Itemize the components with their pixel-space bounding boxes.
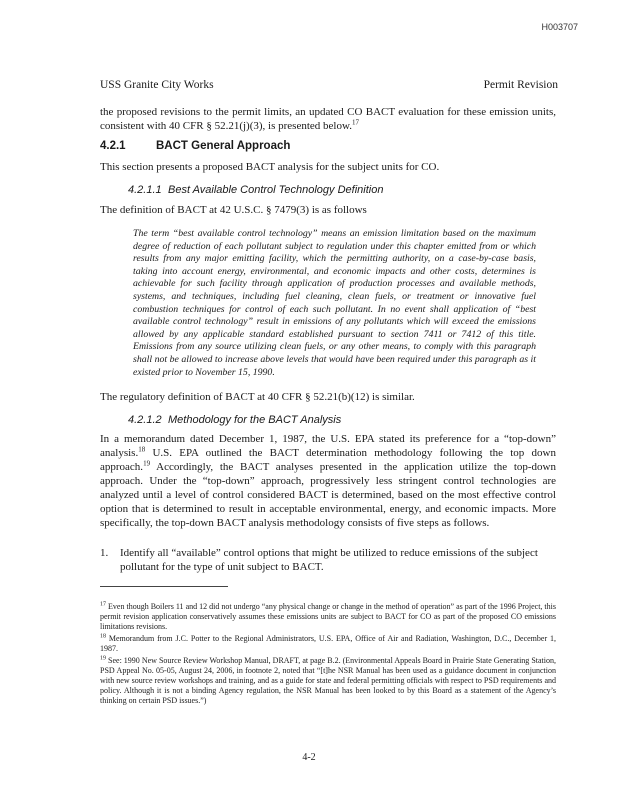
document-id: H003707 [541,22,578,32]
regulatory-definition: The regulatory definition of BACT at 40 CFR § 52.21(b)(12) is similar. [100,391,415,403]
methodology-text-1: In a memorandum dated December 1, 1987, the U.S. EPA stated its preference for a “top-down” analysis. [100,433,556,459]
footnote-number: 18 [100,633,106,640]
list-item-number: 1. [100,547,109,559]
footnote-divider [100,586,228,587]
section-title: BACT General Approach [156,140,291,152]
section-heading [100,140,290,152]
footnote-ref-19: 19 [143,459,151,468]
footnote-17 [100,602,556,632]
intro-paragraph [100,105,556,133]
methodology-paragraph [100,432,556,530]
methodology-text-2: U.S. EPA outlined the BACT determination methodology following the top down approach. [100,447,556,473]
header-left: USS Granite City Works [100,79,214,91]
footnote-text: See: 1990 New Source Review Workshop Manual, DRAFT, at page B.2. (Environmental Appeals Board in Prairie State Generating Station, PSD Appeal No. 05-05, August 24, 2006, in footnote 2, noted that “[t]he NSR Manual has been used as a guidance document in conjunction with new source review workshops and training, and as a guide for state and federal permitting officials with respect to PSD requirements and policy. Although it is not a binding Agency regulation, the NSR Manual has been looked to by this Board as a statement of the Agency’s thinking on certain PSD issues.”) [100,656,556,705]
header-right: Permit Revision [483,79,558,91]
subsection-number-1: 4.2.1.1 [128,184,162,196]
footnote-number: 17 [100,601,106,608]
subsection-heading-2 [128,414,341,426]
section-paragraph: This section presents a proposed BACT analysis for the subject units for CO. [100,161,440,173]
intro-text: the proposed revisions to the permit limits, an updated CO BACT evaluation for these emission units, consistent with 40 CFR § 52.21(j)(3), is presented below. [100,106,556,132]
footnote-text: Memorandum from J.C. Potter to the Regional Administrators, U.S. EPA, Office of Air and Radiation, Washington, D.C., December 1, 1987. [100,634,556,653]
definition-lead: The definition of BACT at 42 U.S.C. § 7479(3) is as follows [100,204,367,216]
footnote-19 [100,656,556,706]
methodology-text-3: Accordingly, the BACT analyses presented in the application utilize the top-down approach. Under the “top-down” approach, progressively less stringent control technologies are analyzed until a level of control considered BACT is determined, based on the most effective control option that is determined to result in acceptable environmental, energy, and economic impacts. More specifically, the top-down BACT analysis methodology consists of five steps as follows. [100,461,556,529]
footnote-ref-18: 18 [138,445,146,454]
subsection-title-2: Methodology for the BACT Analysis [168,414,342,426]
footnote-number: 19 [100,655,106,662]
subsection-title-1: Best Available Control Technology Definition [168,184,384,196]
statute-quote: The term “best available control technology” means an emission limitation based on the maximum degree of reduction of each pollutant subject to regulation under this chapter emitted from or which results from any major emitting facility, which the permitting authority, on a case-by-case basis, taking into account energy, environmental, and economic impacts and other costs, determines is achievable for such facility through application of production processes and available methods, systems, and techniques, including fuel cleaning, clean fuels, or treatment or innovative fuel combustion techniques for control of each such pollutant. In no event shall application of “best available control technology” result in emissions of any pollutants which will exceed the emissions allowed by any applicable standard established pursuant to section 7411 or 7412 of this title. Emissions from any source utilizing clean fuels, or any other means, to comply with this paragraph shall not be allowed to increase above levels that would have been required under this paragraph as it existed prior to November 15, 1990. [133,228,536,378]
page-number: 4-2 [302,752,316,763]
subsection-number-2: 4.2.1.2 [128,414,162,426]
list-item [100,546,556,574]
footnote-text: Even though Boilers 11 and 12 did not undergo “any physical change or change in the method of operation” as part of the 1996 Project, this permit revision application conservatively assumes these emissions units are subject to BACT for CO as part of the proposed CO emissions limitations revisions. [100,602,556,631]
list-item-text: Identify all “available” control options that might be utilized to reduce emissions of the subject pollutant for the type of unit subject to BACT. [120,547,538,573]
section-number: 4.2.1 [100,140,126,152]
subsection-heading-1 [128,184,383,196]
page-header [100,79,558,91]
footnote-18 [100,634,556,654]
footnote-ref-17: 17 [351,118,359,127]
